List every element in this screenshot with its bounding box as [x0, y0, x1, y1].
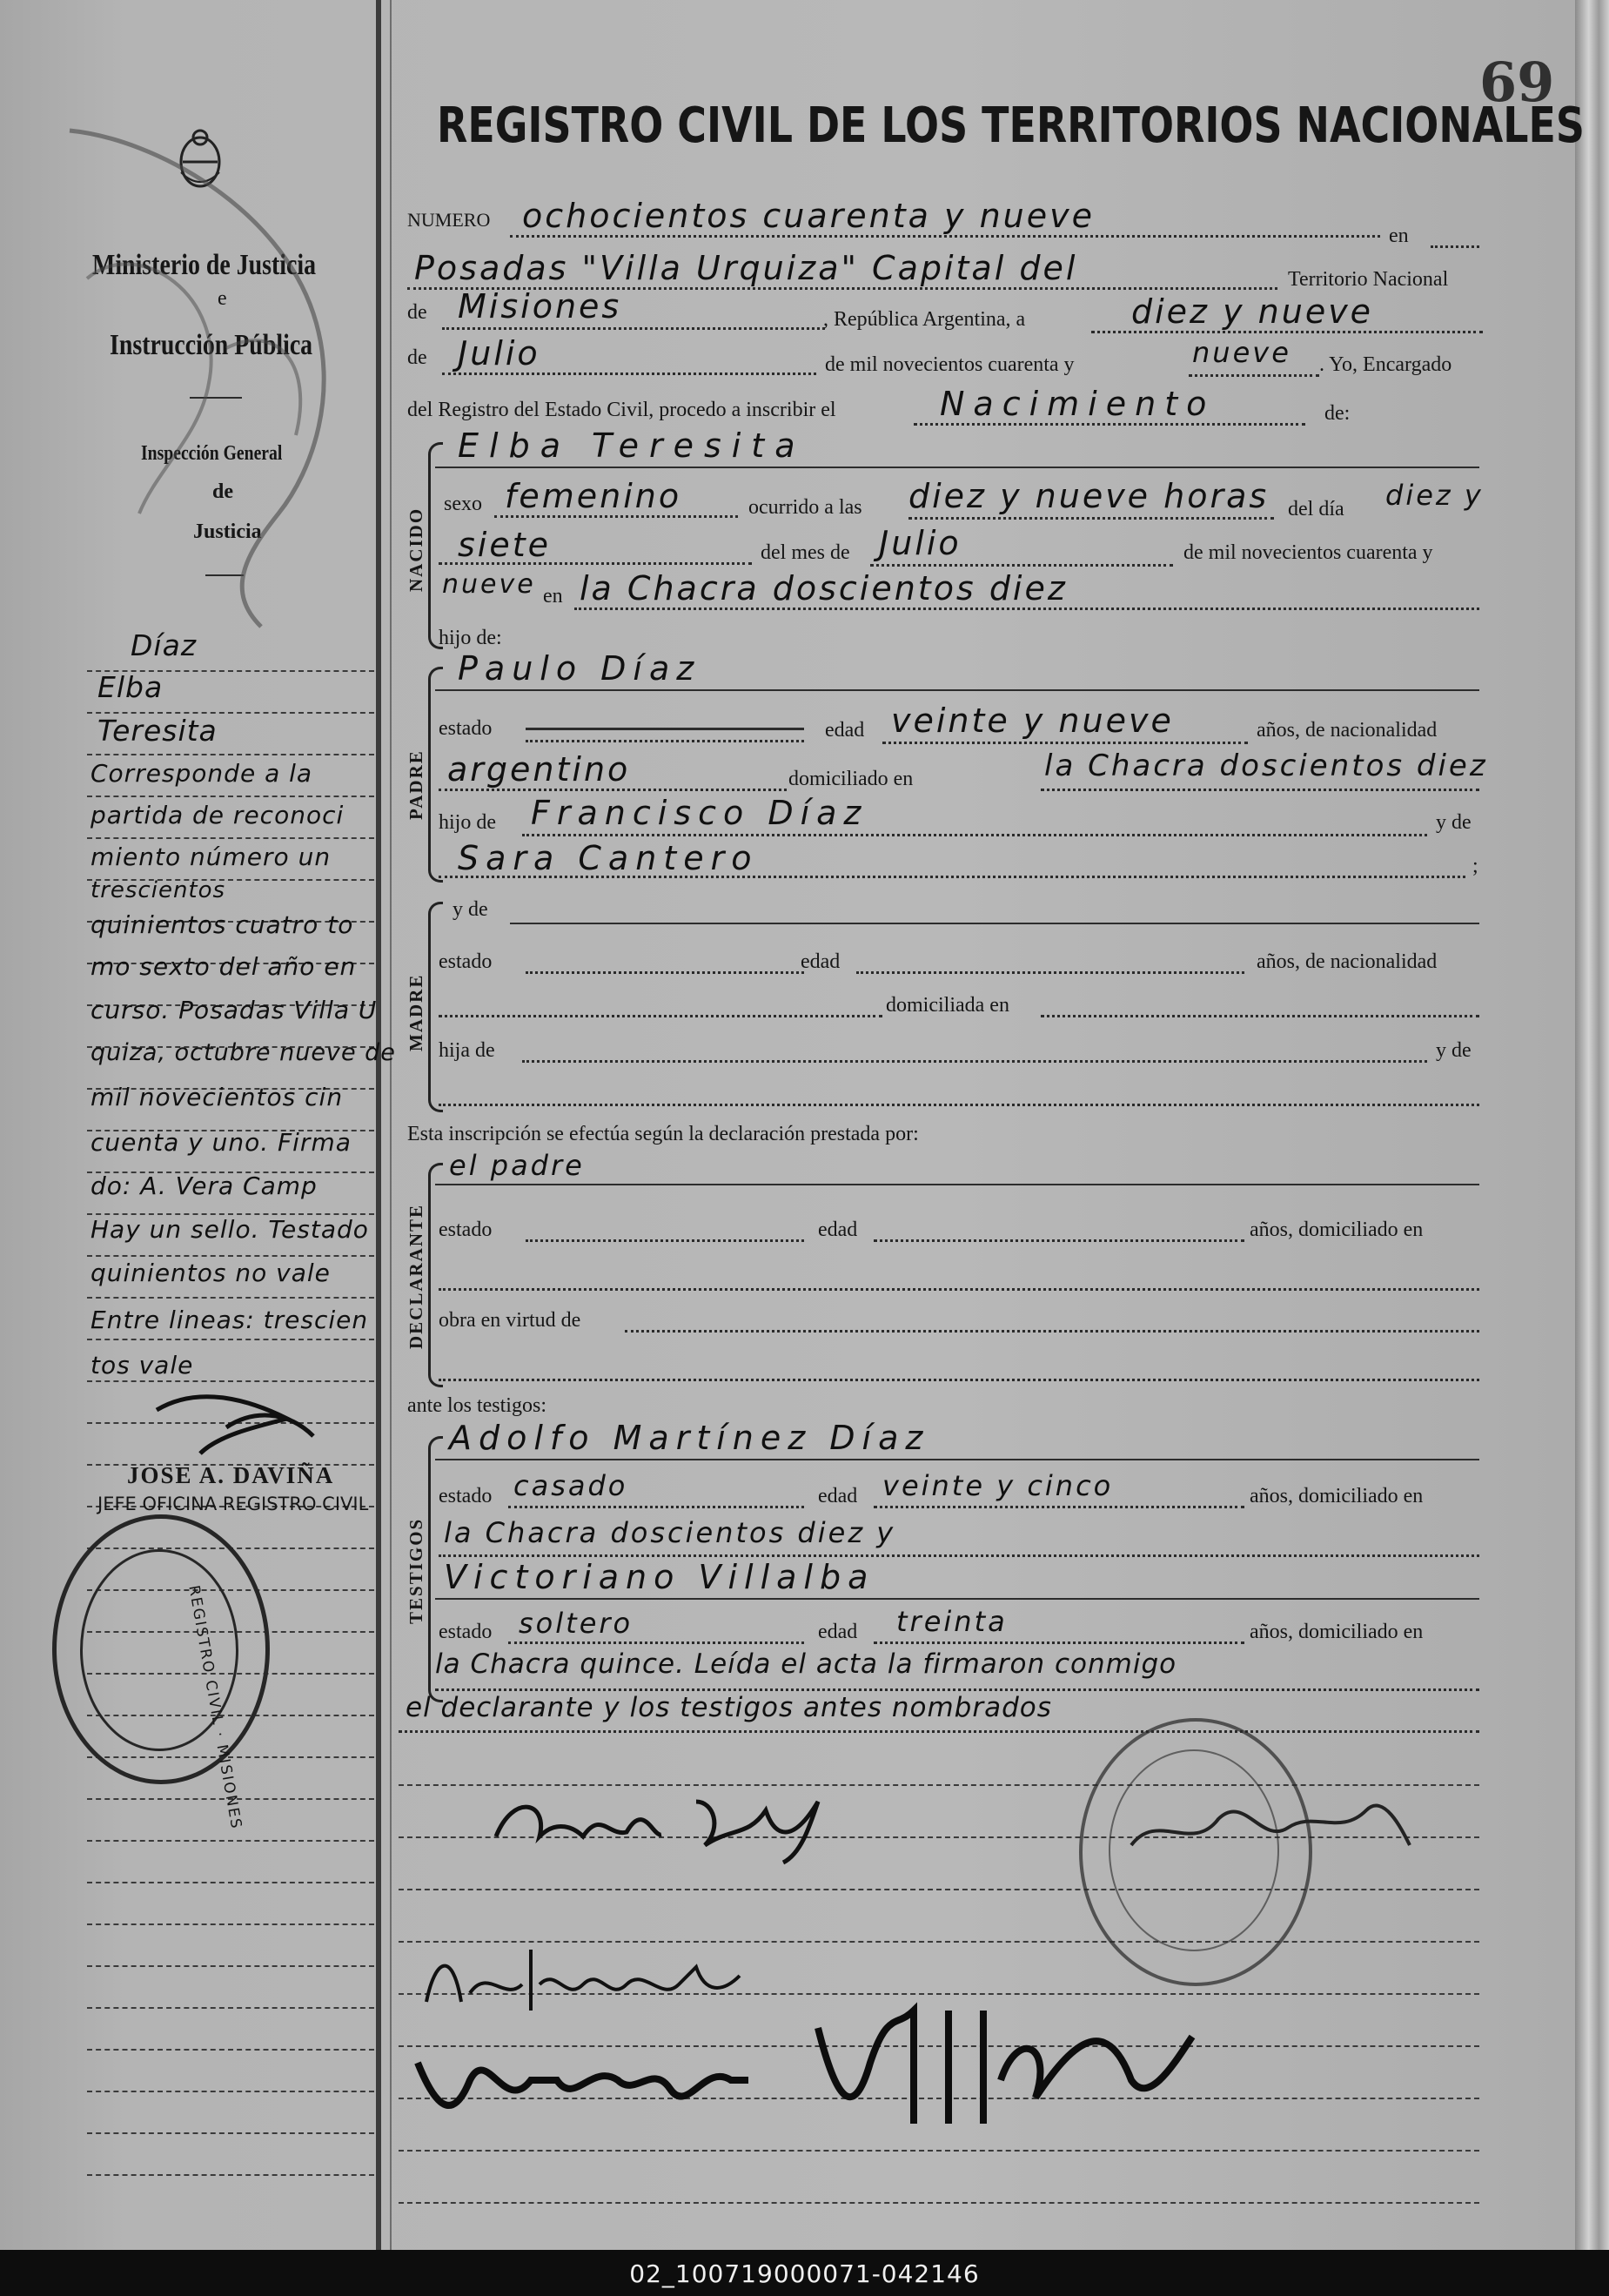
- page-edge: [1575, 0, 1609, 2250]
- line-cierre2: [399, 1730, 1479, 1733]
- line-madre-nac: [439, 1015, 882, 1017]
- label-de-colon: de:: [1324, 402, 1351, 425]
- signature-witness2-icon: [409, 1976, 1210, 2150]
- section-testigos: TESTIGOS: [406, 1517, 426, 1624]
- margin-note-line: quinientos cuatro to: [91, 910, 354, 939]
- label-semicolon: ;: [1472, 855, 1478, 877]
- label-estado-decl: estado: [439, 1218, 493, 1241]
- line-territorio: [442, 327, 825, 330]
- label-en-lugar: en: [543, 585, 563, 608]
- page-number: 69: [1479, 50, 1555, 114]
- line-edad-padre: [882, 742, 1248, 744]
- line-padre-dom: [1041, 789, 1479, 791]
- entry-anio-nac: nueve: [442, 569, 536, 600]
- label-republica: , República Argentina, a: [823, 308, 1026, 331]
- strike-estado-padre: [526, 728, 804, 730]
- entry-territorio: Misiones: [458, 287, 622, 326]
- margin-note-line: Hay un sello. Testado: [91, 1215, 369, 1244]
- document-title: REGISTRO CIVIL DE LOS TERRITORIOS NACIONALES: [437, 97, 1585, 154]
- label-domiciliada: domiciliada en: [886, 994, 1009, 1017]
- label-y-de-madre2: y de: [1436, 1039, 1472, 1062]
- label-edad-madre: edad: [801, 950, 841, 973]
- label-estado-t1: estado: [439, 1485, 493, 1507]
- line-abuelos-madre: [522, 1060, 1427, 1063]
- ministry-e: e: [218, 287, 227, 310]
- label-anos-dom-decl: años, domiciliado en: [1250, 1218, 1424, 1241]
- entry-abuela: Sara Cantero: [458, 839, 759, 877]
- entry-padre-nombre: Paulo Díaz: [458, 649, 701, 688]
- line-abuela-madre: [439, 1104, 1479, 1106]
- ministry-line1: Ministerio de Justicia: [92, 249, 317, 281]
- line-lugar-nac: [574, 608, 1479, 610]
- margin-note-line: Corresponde a la: [91, 759, 313, 788]
- label-edad-t1: edad: [818, 1485, 858, 1507]
- line-estado-decl: [526, 1239, 804, 1242]
- line-hora: [908, 517, 1274, 520]
- label-hijo-de: hijo de:: [439, 627, 502, 649]
- label-anos-nac-madre: años, de nacionalidad: [1257, 950, 1438, 973]
- line-testigo1: [435, 1459, 1479, 1460]
- bracket-padre: [428, 667, 443, 883]
- section-madre: MADRE: [406, 973, 426, 1051]
- line-dia: [1091, 331, 1483, 333]
- margin-note-line: quiza, octubre nueve de: [91, 1039, 396, 1066]
- line-estado-t2: [508, 1641, 804, 1644]
- official-name: JOSE A. DAVIÑA: [127, 1462, 335, 1488]
- margin-note-line: Entre lineas: trescien: [91, 1306, 369, 1334]
- entry-mes-nac: Julio: [879, 524, 962, 562]
- line-nombre: [435, 467, 1479, 468]
- label-hijo-de-padre: hijo de: [439, 811, 496, 834]
- registrar-signature-icon: [1123, 1776, 1418, 1863]
- label-anos-nac-padre: años, de nacionalidad: [1257, 719, 1438, 742]
- line-edad-madre: [856, 971, 1244, 974]
- official-position: JEFE OFICINA REGISTRO CIVIL: [97, 1494, 369, 1514]
- label-declaracion: Esta inscripción se efectúa según la declaración prestada por:: [407, 1123, 919, 1145]
- line-decl-dom: [439, 1288, 1479, 1291]
- label-hija-de: hija de: [439, 1039, 495, 1062]
- line-estado-madre: [526, 971, 804, 974]
- label-de2: de: [407, 346, 427, 369]
- binding-line-inner: [390, 0, 392, 2250]
- entry-padre-edad: veinte y nueve: [891, 702, 1174, 740]
- margin-note-line: cuenta y uno. Firma: [91, 1128, 352, 1157]
- entry-padre-nac: argentino: [447, 750, 631, 789]
- inspection-line2: de: [212, 480, 233, 503]
- margin-note-line: trescientos: [91, 877, 226, 903]
- label-obra: obra en virtud de: [439, 1309, 581, 1332]
- entry-testigo2-edad: treinta: [896, 1605, 1008, 1638]
- margin-note-line: partida de reconoci: [91, 801, 345, 829]
- margin-note-line: mil novecientos cin: [91, 1083, 344, 1111]
- binding-line: [376, 0, 381, 2250]
- line-cierre1: [435, 1688, 1479, 1691]
- entry-dia: diez y nueve: [1131, 292, 1374, 331]
- line-estado-t1: [508, 1506, 804, 1508]
- line-madre-nombre: [510, 923, 1479, 924]
- margin-note-line: Elba: [97, 670, 164, 704]
- entry-testigo1-edad: veinte y cinco: [882, 1469, 1114, 1502]
- label-edad-t2: edad: [818, 1621, 858, 1643]
- entry-nombre: Elba Teresita: [458, 426, 806, 465]
- seal-text: REGISTRO CIVIL · MISIONES: [184, 1584, 245, 1831]
- inspection-line3: Justicia: [193, 520, 262, 543]
- bracket-nacido: [428, 442, 443, 649]
- line-acto: [914, 423, 1305, 426]
- line-mes: [442, 373, 816, 375]
- entry-testigo1: Adolfo Martínez Díaz: [449, 1419, 930, 1457]
- entry-anio: nueve: [1192, 336, 1291, 369]
- label-estado-madre: estado: [439, 950, 493, 973]
- line-anio: [1189, 374, 1319, 377]
- margin-note-line: mo sexto del año en: [91, 952, 357, 981]
- label-y-de-madre: y de: [453, 898, 488, 921]
- section-declarante: DECLARANTE: [406, 1203, 426, 1349]
- entry-sexo: femenino: [505, 477, 682, 515]
- margin-note-line: curso. Posadas Villa U: [91, 996, 378, 1024]
- entry-lugar-nac: la Chacra doscientos diez: [580, 569, 1068, 608]
- label-ante-testigos: ante los testigos:: [407, 1394, 546, 1417]
- label-estado-t2: estado: [439, 1621, 493, 1643]
- line-numero: [510, 235, 1380, 238]
- bracket-declarante: [428, 1163, 443, 1387]
- label-yo: . Yo, Encargado: [1319, 353, 1452, 376]
- label-mil-nov: de mil novecientos cuarenta y: [1183, 541, 1433, 564]
- line-edad-decl: [874, 1239, 1244, 1242]
- line-en: [1431, 245, 1479, 248]
- entry-abuelo: Francisco Díaz: [531, 794, 868, 832]
- line-mes-nac: [870, 564, 1173, 567]
- margin-note-line: Díaz: [131, 628, 198, 662]
- ministry-line2: Instrucción Pública: [110, 329, 313, 361]
- bracket-madre: [428, 902, 443, 1112]
- section-nacido: NACIDO: [406, 507, 426, 592]
- label-edad-padre: edad: [825, 719, 865, 742]
- label-de-mil: de mil novecientos cuarenta y: [825, 353, 1075, 376]
- entry-padre-dom: la Chacra doscientos diez: [1044, 749, 1488, 783]
- label-territorio: Territorio Nacional: [1288, 268, 1449, 291]
- line-dom-t1: [439, 1554, 1479, 1557]
- label-en: en: [1389, 225, 1409, 247]
- label-anos-dom-t1: años, domiciliado en: [1250, 1485, 1424, 1507]
- entry-hora: diez y nueve horas: [908, 477, 1270, 515]
- margin-note-line: miento número un: [91, 843, 332, 871]
- entry-dia-nac: diez y: [1385, 479, 1484, 512]
- entry-lugar: Posadas "Villa Urquiza" Capital del: [414, 249, 1078, 287]
- line-obra2: [439, 1379, 1479, 1381]
- margin-note-line: Teresita: [97, 714, 218, 748]
- entry-dia-nac2: siete: [458, 526, 552, 564]
- entry-acto: Nacimiento: [940, 385, 1216, 423]
- signature-father-icon: [487, 1776, 853, 1871]
- official-signature-icon: [148, 1384, 322, 1462]
- line-abuelo: [522, 834, 1427, 836]
- entry-declarante: el padre: [449, 1149, 585, 1182]
- line-sexo: [494, 515, 738, 518]
- footer-id: 02_100719000071-042146: [629, 2259, 980, 2288]
- entry-mes: Julio: [458, 334, 540, 373]
- label-estado-padre: estado: [439, 717, 493, 740]
- label-y-de-padre: y de: [1436, 811, 1472, 834]
- label-registro: del Registro del Estado Civil, procedo a inscribir el: [407, 399, 836, 421]
- entry-testigo1-estado: casado: [513, 1469, 628, 1502]
- label-domiciliado-padre: domiciliado en: [788, 768, 914, 790]
- line-padre-nombre: [435, 689, 1479, 691]
- cancel-scribble-icon: [52, 104, 365, 644]
- line-obra: [625, 1330, 1479, 1333]
- margin-note-line: tos vale: [91, 1351, 194, 1380]
- label-edad-decl: edad: [818, 1218, 858, 1241]
- line-madre-dom: [1041, 1015, 1479, 1017]
- label-de: de: [407, 301, 427, 324]
- inspection-line1: Inspección General: [141, 442, 283, 465]
- label-numero: NUMERO: [407, 209, 491, 231]
- section-padre: PADRE: [406, 749, 426, 820]
- label-del-dia: del día: [1288, 498, 1344, 520]
- label-sexo: sexo: [444, 493, 482, 515]
- line-declarante: [435, 1184, 1479, 1185]
- entry-testigo2-estado: soltero: [519, 1607, 634, 1640]
- line-padre-nac: [439, 789, 787, 791]
- line-edad-t2: [874, 1641, 1244, 1644]
- label-anos-dom-t2: años, domiciliado en: [1250, 1621, 1424, 1643]
- entry-testigo2: Victoriano Villalba: [444, 1558, 875, 1596]
- entry-numero: ochocientos cuarenta y nueve: [522, 197, 1096, 235]
- entry-cierre2: el declarante y los testigos antes nombrados: [406, 1692, 1052, 1723]
- margin-note-line: do: A. Vera Camp: [91, 1171, 318, 1200]
- margin-note-line: quinientos no vale: [91, 1259, 331, 1287]
- line-edad-t1: [874, 1506, 1244, 1508]
- line-estado-padre: [526, 740, 804, 742]
- label-ocurrido: ocurrido a las: [748, 496, 862, 519]
- entry-testigo1-dom: la Chacra doscientos diez y: [444, 1516, 896, 1549]
- label-del-mes: del mes de: [761, 541, 850, 564]
- entry-cierre1: la Chacra quince. Leída el acta la firmaron conmigo: [435, 1648, 1177, 1680]
- line-testigo2: [435, 1598, 1479, 1600]
